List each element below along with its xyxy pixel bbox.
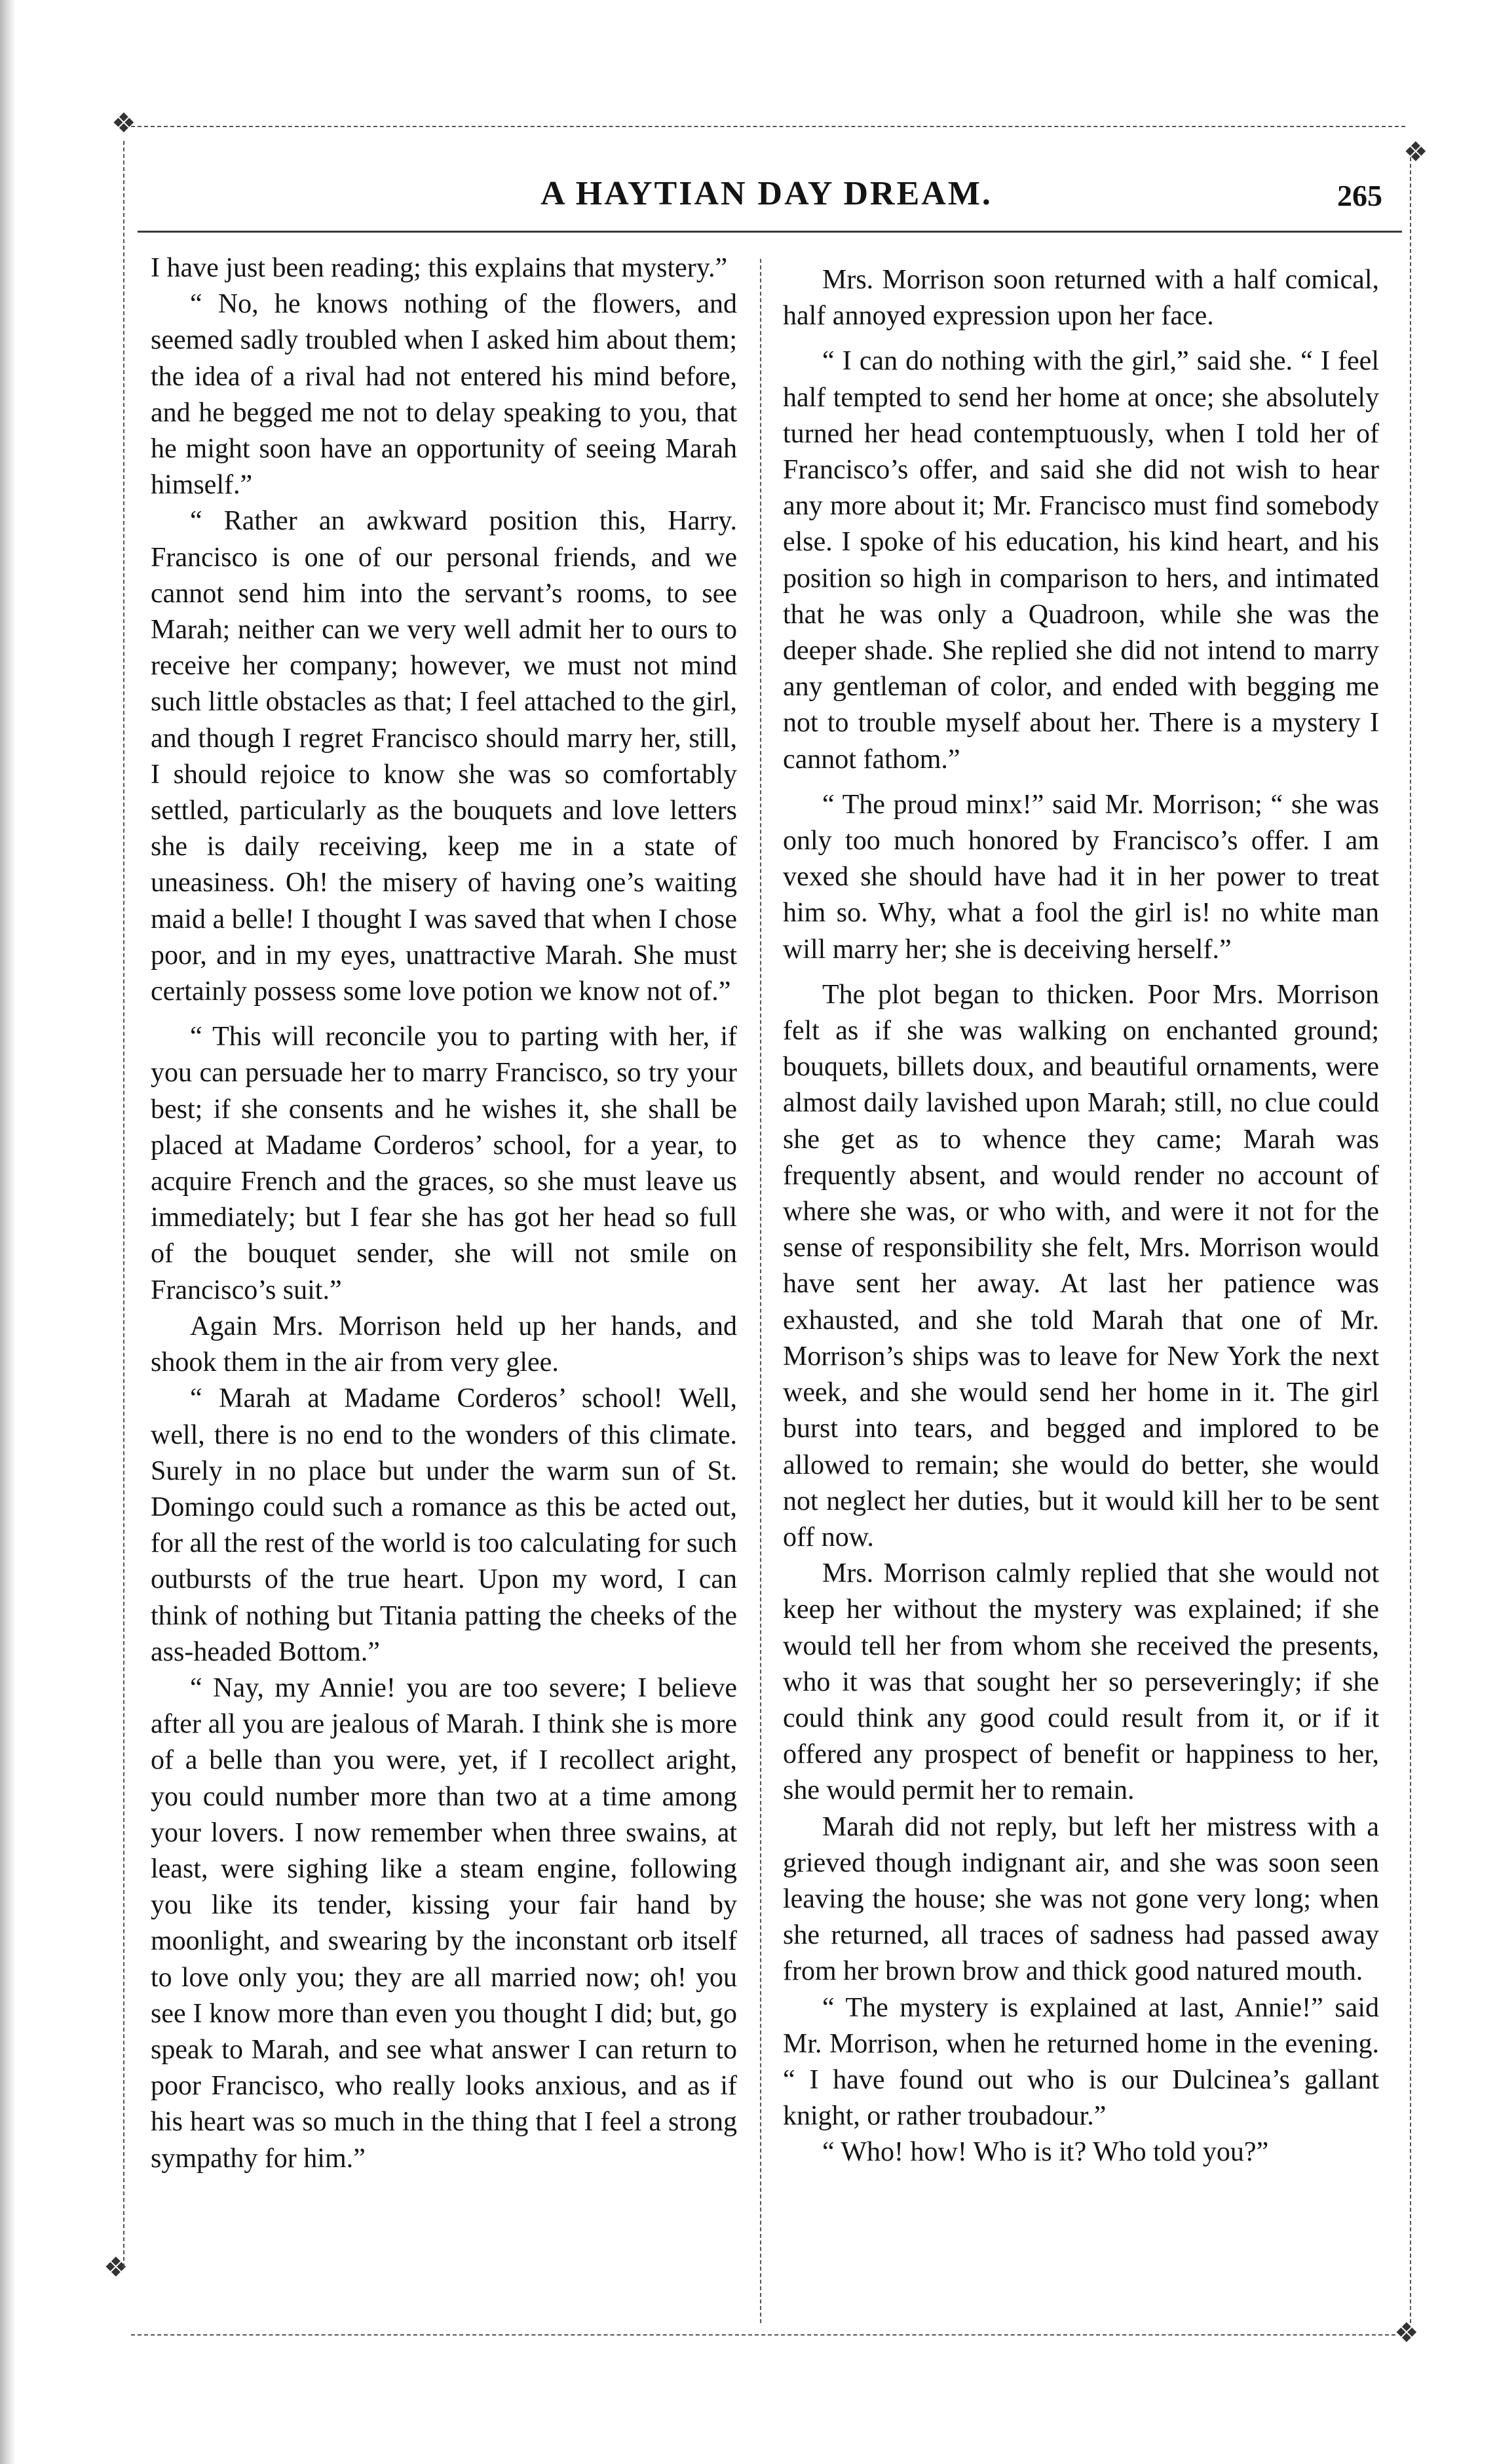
paragraph: “ No, he knows nothing of the flowers, and seemed sadly troubled when I asked him about them; the idea of a rival had not entered his mind before, and he begged me not to delay speaking to you, that he might soon have an opportunity of seeing Marah himself.” — [151, 289, 737, 501]
corner-ornament-bottom-right-icon: ❖ — [1394, 2319, 1419, 2349]
paragraph: “ The mystery is explained at last, Annie!” said Mr. Morrison, when he returned home in the evening. “ I have found out who is our Dulcinea’s gallant knight, or rather troubadour.” — [783, 1992, 1379, 2132]
paragraph: “ This will reconcile you to parting with her, if you can persuade her to marry Francisco, so try your best; if she consents and he wishes it, she shall be placed at Madame Corderos’ school, for a year, to acquire French and the graces, so she must leave us immediately; but I fear she has got her head so full of the bouquet sender, she will not smile on Francisco’s suit.” — [151, 1022, 737, 1305]
paragraph: Mrs. Morrison calmly replied that she would not keep her without the mystery was explained; if she would tell her from whom she received the presents, who it was that sought her so perseveringly; if she could think any good could result from it, or if it offered any prospect of benefit or happiness to her, she would permit her to remain. — [783, 1558, 1379, 1806]
paragraph: “ The proud minx!” said Mr. Morrison; “ she was only too much honored by Francisco’s offer. I am vexed she should have had it in her power to treat him so. Why, what a fool the girl is! no white man will marry her; she is deceiving herself.” — [783, 789, 1379, 965]
paragraph: Mrs. Morrison soon returned with a half comical, half annoyed expression upon her face. — [783, 265, 1379, 332]
paragraph: “ Rather an awkward position this, Harry. Francisco is one of our personal friends, and we cannot send him into the servant’s rooms, to see Marah; neither can we very well admit her to ours to receive her company; however, we must not mind such little obstacles as that; I feel attached to the girl, and though I regret Francisco should marry her, still, I should rejoice to know she was so comfortably settled, particularly as the bouquets and love letters she is daily receiving, keep me in a state of uneasiness. Oh! the misery of having one’s waiting maid a belle! I thought I was saved that when I chose poor, and in my eyes, unattractive Marah. She must certainly possess some love potion we know not of.” — [151, 506, 737, 1007]
corner-ornament-bottom-left-icon: ❖ — [104, 2253, 128, 2283]
top-border-rule — [131, 126, 1405, 127]
paragraph: I have just been reading; this explains that mystery.” — [151, 253, 728, 283]
right-column — [783, 262, 1379, 2171]
paragraph: Marah did not reply, but left her mistress with a grieved though indignant air, and she was soon seen leaving the house; she was not gone very long; when she returned, all traces of sadness had passed away from her brown brow and thick good natured mouth. — [783, 1811, 1379, 1987]
corner-ornament-top-left-icon: ❖ — [111, 109, 136, 139]
left-column — [151, 250, 737, 2177]
paragraph: “ I can do nothing with the girl,” said she. “ I feel half tempted to send her home at once; she absolutely turned her head contemptuously, when I told her of Francisco’s offer, and said she did not wish to hear any more about it; Mr. Francisco must find somebody else. I spoke of his education, his kind heart, and his position so high in comparison to hers, and intimated that he was only a Quadroon, while she was the deeper shade. She replied she did not intend to marry any gentleman of color, and ended with begging me not to trouble myself about her. There is a mystery I cannot fathom.” — [783, 346, 1379, 775]
page-number: 265 — [1337, 179, 1382, 212]
bottom-border-rule — [131, 2334, 1395, 2336]
paragraph: “ Who! how! Who is it? Who told you?” — [822, 2137, 1269, 2168]
running-header-title: A HAYTIAN DAY DREAM. — [540, 175, 993, 212]
right-border-rule — [1410, 157, 1411, 2323]
corner-ornament-top-right-icon: ❖ — [1403, 138, 1428, 168]
paragraph: “ Marah at Madame Corderos’ school! Well, well, there is no end to the wonders of this climate. Surely in no place but under the warm sun of St. Domingo could such a romance as this be acted out, for all the rest of the world is too calculating for such outbursts of the true heart. Upon my word, I can think of nothing but Titania patting the cheeks of the ass-headed Bottom.” — [151, 1383, 737, 1667]
paragraph: The plot began to thicken. Poor Mrs. Morrison felt as if she was walking on enchanted ground; bouquets, billets doux, and beautiful ornaments, were almost daily lavished upon Marah; still, no clue could she get as to whence they came; Marah was frequently absent, and would render no account of where she was, or who with, and were it not for the sense of responsibility she felt, Mrs. Morrison would have sent her away. At last her patience was exhausted, and she told Marah that one of Mr. Morrison’s ships was to leave for New York the next week, and she would send her home in it. The girl burst into tears, and begged and implored to be allowed to remain; she would do better, she would not neglect her duties, but it would kill her to be sent off now. — [783, 979, 1379, 1552]
column-divider — [760, 259, 761, 2323]
left-border-rule — [123, 141, 124, 2267]
paragraph: Again Mrs. Morrison held up her hands, and shook them in the air from very glee. — [151, 1311, 737, 1378]
scan-edge — [0, 0, 16, 2464]
paragraph: “ Nay, my Annie! you are too severe; I believe after all you are jealous of Marah. I think she is more of a belle than you were, yet, if I recollect aright, you could number more than two at a time among your lovers. I now remember when three swains, at least, were sighing like a steam engine, following you like its tender, kissing your fair hand by moonlight, and swearing by the inconstant orb itself to love only you; they are all married now; oh! you see I know more than even you thought I did; but, go speak to Marah, and see what answer I can return to poor Francisco, who really looks anxious, and as if his heart was so much in the thing that I feel a strong sympathy for him.” — [151, 1672, 737, 2174]
header-rule — [138, 231, 1402, 233]
